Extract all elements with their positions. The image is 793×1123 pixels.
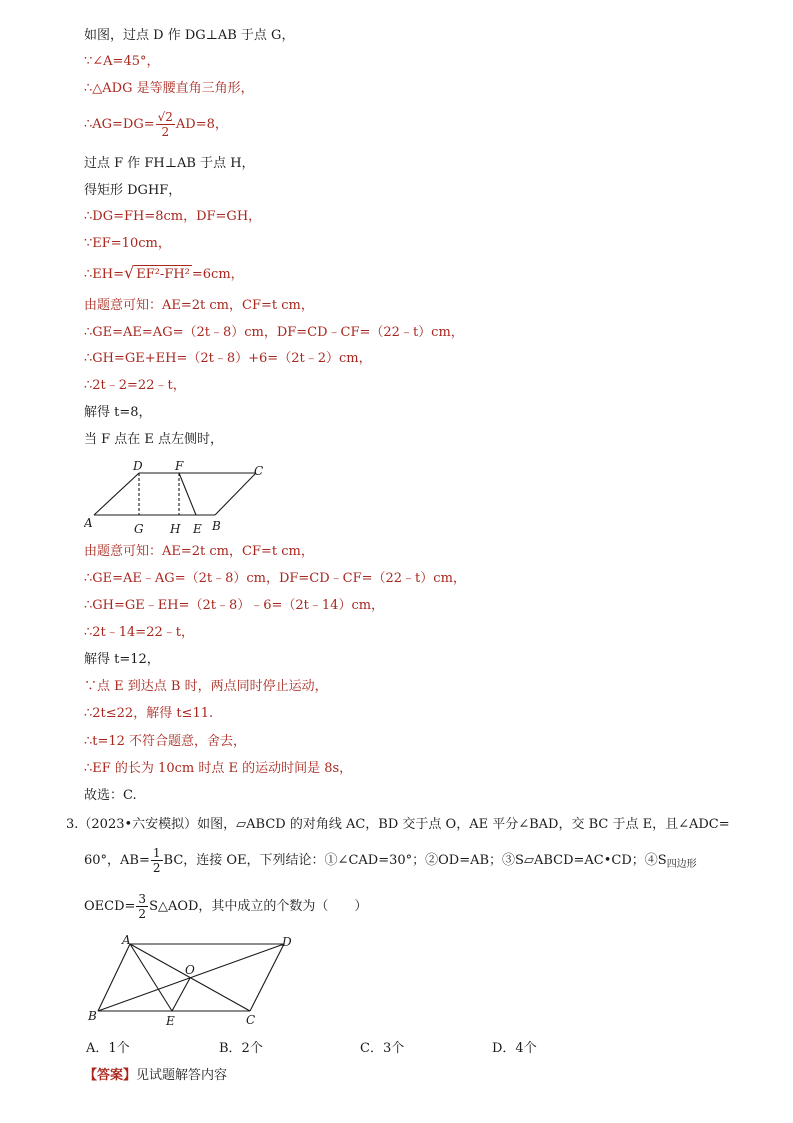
fraction-numerator: 3 [138, 892, 147, 906]
question-3-line-3-post: S△AOD，其中成立的个数为（ ） [149, 899, 368, 914]
label-a: A [122, 933, 131, 947]
question-3-line-2 [84, 846, 697, 875]
fraction-denominator: 2 [138, 907, 147, 921]
solution-line-14: 解得 t=8， [84, 405, 152, 420]
solution-line-1: 如图，过点 D 作 DG⊥AB 于点 G， [84, 28, 295, 43]
segment-ae [130, 944, 172, 1011]
question-3-line-1: 3.（2023•六安模拟）如图，▱ABCD 的对角线 AC，BD 交于点 O，AE 平分∠BAD，交 BC 于点 E，且∠ADC= [66, 817, 730, 832]
solution-line-4 [84, 110, 228, 139]
fraction-one-half [151, 846, 163, 875]
solution-line-6: 得矩形 DGHF， [84, 183, 182, 198]
solution-line-20: 解得 t=12， [84, 652, 160, 667]
question-3-line-3-pre: OECD= [84, 899, 136, 914]
solution-line-21: ∵点 E 到达点 B 时，两点同时停止运动， [84, 679, 328, 694]
option-b[interactable]: B．2个 [219, 1041, 263, 1056]
label-c: C [246, 1013, 256, 1027]
solution-line-9 [84, 264, 244, 284]
solution-line-8: ∵EF=10cm， [84, 236, 171, 251]
label-e: E [193, 522, 202, 536]
solution-line-3: ∴△ADG 是等腰直角三角形， [84, 81, 254, 96]
answer-line [84, 1064, 227, 1083]
label-o: O [185, 963, 195, 977]
solution-line-18: ∴GH=GE﹣EH=（2t﹣8）﹣6=（2t﹣14）cm， [84, 598, 385, 613]
segment-fe [179, 473, 196, 515]
option-a[interactable]: A．1个 [86, 1041, 130, 1056]
label-d: D [133, 459, 143, 473]
solution-line-9-post: =6cm， [191, 267, 244, 282]
question-3-line-3 [84, 892, 367, 921]
solution-line-7: ∴DG=FH=8cm，DF=GH， [84, 209, 262, 224]
label-g: G [134, 522, 144, 536]
solution-line-23: ∴t=12 不符合题意，舍去， [84, 734, 247, 749]
label-c: C [254, 464, 264, 478]
segment-ad [94, 473, 139, 515]
option-c[interactable]: C．3个 [360, 1041, 405, 1056]
solution-line-12: ∴GH=GE+EH=（2t﹣8）+6=（2t﹣2）cm， [84, 351, 372, 366]
solution-line-4-post: AD=8， [175, 117, 228, 132]
label-h: H [170, 522, 181, 536]
label-f: F [175, 459, 184, 473]
solution-line-11: ∴GE=AE=AG=（2t﹣8）cm，DF=CD﹣CF=（22﹣t）cm， [84, 325, 464, 340]
label-a: A [84, 516, 93, 530]
radical-sign-icon: √ [124, 263, 135, 282]
figure-parallelogram-1 [84, 455, 284, 540]
solution-line-22: ∴2t≤22，解得 t≤11. [84, 706, 214, 721]
radicand: EF²-FH² [136, 267, 190, 282]
label-b: B [88, 1009, 97, 1023]
segment-bc [215, 473, 256, 515]
figure-parallelogram-2 [84, 932, 314, 1030]
option-d[interactable]: D．4个 [492, 1041, 537, 1056]
fraction-sqrt2-over-2 [156, 110, 175, 139]
label-b: B [212, 519, 221, 533]
label-e: E [166, 1014, 175, 1028]
subscript-quadrilateral: 四边形 [666, 859, 697, 870]
solution-line-4-pre: ∴AG=DG= [84, 117, 155, 132]
question-3-line-2-pre: 60°，AB= [84, 853, 150, 868]
fraction-numerator: 1 [152, 846, 161, 860]
solution-line-17: ∴GE=AE﹣AG=（2t﹣8）cm，DF=CD﹣CF=（22﹣t）cm， [84, 571, 466, 586]
solution-line-5: 过点 F 作 FH⊥AB 于点 H， [84, 156, 255, 171]
fraction-three-halves [136, 892, 148, 921]
fraction-denominator: 2 [161, 125, 170, 139]
solution-line-16: 由题意可知：AE=2t cm，CF=t cm， [84, 544, 314, 559]
solution-line-9-pre: ∴EH= [84, 267, 124, 282]
solution-line-24: ∴EF 的长为 10cm 时点 E 的运动时间是 8s， [84, 761, 353, 776]
solution-line-15: 当 F 点在 E 点左侧时， [84, 432, 224, 447]
question-3-line-2-post: BC，连接 OE，下列结论：①∠CAD=30°；②OD=AB；③S▱ABCD=AC•CD；④S [163, 853, 667, 868]
fraction-denominator: 2 [152, 861, 161, 875]
fraction-numerator: √2 [157, 110, 173, 124]
solution-line-10: 由题意可知：AE=2t cm，CF=t cm， [84, 298, 314, 313]
solution-line-2: ∵∠A=45°， [84, 54, 160, 69]
solution-line-19: ∴2t﹣14=22﹣t， [84, 625, 194, 640]
answer-tag: 【答案】 [84, 1068, 137, 1083]
solution-line-25: 故选：C. [84, 788, 137, 803]
diagonal-bd [98, 944, 284, 1011]
answer-text: 见试题解答内容 [136, 1068, 228, 1083]
label-d: D [282, 935, 292, 949]
solution-line-13: ∴2t﹣2=22﹣t， [84, 378, 186, 393]
